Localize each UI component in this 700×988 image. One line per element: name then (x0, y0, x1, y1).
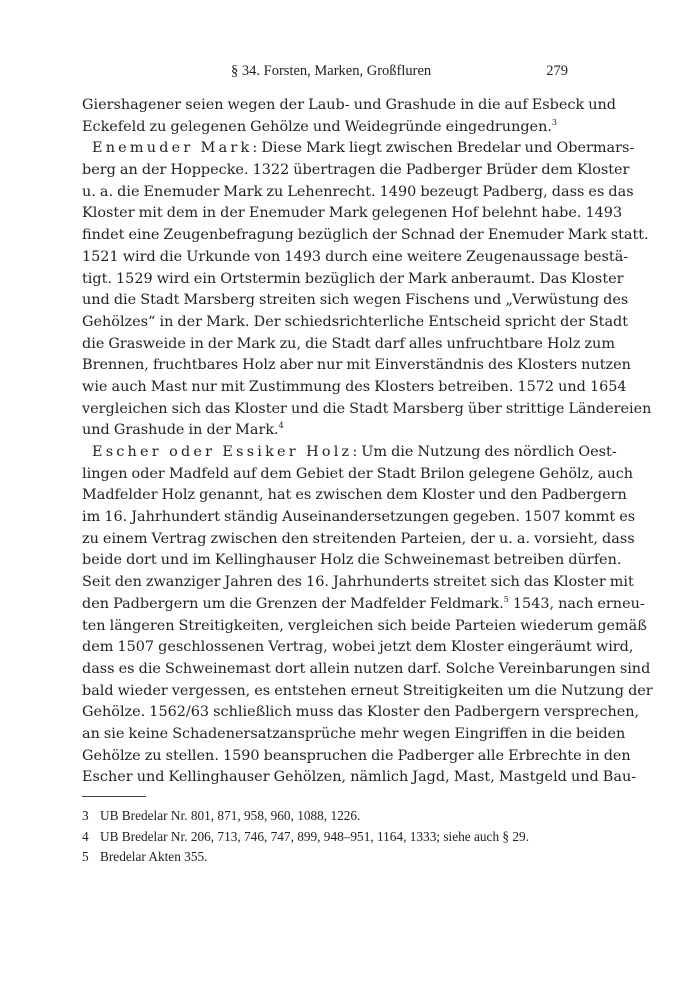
section-term: Enemuder Mark (92, 140, 253, 157)
text-line-content: : Um die Nutzung des nördlich Oest- (352, 444, 617, 460)
text-line-content: 1543, nach erneu- (512, 595, 645, 612)
text-line: dem 1507 geschlossenen Vertrag, wobei jetzt dem Kloster eingeräumt wird, (82, 639, 634, 656)
page-number: 279 (546, 63, 568, 79)
section-term: Escher oder Essiker Holz (92, 444, 353, 460)
text-line: Seit den zwanziger Jahren des 16. Jahrhunderts streitet sich das Kloster mit (82, 574, 634, 591)
footnote-number: 4 (82, 828, 89, 844)
text-line: und die Stadt Marsberg streiten sich wegen Fischens und „Verwüstung des (82, 292, 629, 309)
text-line: beide dort und im Kellinghauser Holz die Schweinemast betreiben dürfen. (82, 552, 622, 569)
text-line (82, 138, 635, 160)
text-line: die Grasweide in der Mark zu, die Stadt darf alles unfruchtbare Holz zum (82, 335, 615, 352)
footnote-text: UB Bredelar Nr. 206, 713, 746, 747, 899, 948–951, 1164, 1333; siehe auch § 29. (100, 828, 530, 844)
text-line: Kloster mit dem in der Enemuder Mark gelegenen Hof belehnt habe. 1493 (82, 205, 623, 222)
footnote-number: 3 (82, 808, 89, 823)
text-line: Giershagener seien wegen der Laub- und Grashude in die auf Esbeck und (82, 97, 617, 113)
footnote-text: Bredelar Akten 355. (100, 849, 208, 864)
text-line: u. a. die Enemuder Mark zu Lehenrecht. 1490 bezeugt Padberg, dass es das (82, 183, 634, 200)
footnote (82, 806, 568, 827)
text-line: findet eine Zeugenbefragung bezüglich der Schnad der Enemuder Mark statt. (82, 227, 649, 244)
text-line: tigt. 1529 wird ein Ortstermin bezüglich der Mark anberaumt. Das Kloster (82, 270, 624, 287)
text-line (82, 117, 568, 139)
text-line: Escher und Kellinghauser Gehölzen, nämlich Jagd, Mast, Mastgeld und Bau- (82, 769, 637, 786)
footnote-text: UB Bredelar Nr. 801, 871, 958, 960, 1088, 1226. (100, 808, 361, 823)
footnote-ref[interactable]: 4 (278, 421, 284, 431)
text-line: wie auch Mast nur mit Zustimmung des Klosters betreiben. 1572 und 1654 (82, 378, 627, 395)
footnote (82, 827, 568, 848)
text-line: zu einem Vertrag zwischen den streitenden Parteien, der u. a. vorsieht, dass (82, 530, 635, 547)
text-line: Gehölze zu stellen. 1590 beanspruchen die Padberger alle Erbrechte in den (82, 747, 631, 764)
text-line: lingen oder Madfeld auf dem Gebiet der Stadt Brilon gelegene Gehölz, auch (82, 465, 634, 482)
text-line: Madfelder Holz genannt, hat es zwischen dem Kloster und den Padbergern (82, 487, 627, 504)
text-line: ten längeren Streitigkeiten, vergleichen sich beide Parteien wiederum gemäß (82, 617, 647, 634)
text-line-content: Eckefeld zu gelegenen Gehölze und Weidegründe eingedrungen. (82, 118, 552, 135)
text-line: Brennen, fruchtbares Holz aber nur mit Einverständnis des Klosters nutzen (82, 357, 631, 374)
text-line: Gehölze. 1562/63 schließlich muss das Kloster den Padbergern versprechen, (82, 704, 640, 721)
running-head-title: § 34. Forsten, Marken, Großfluren (231, 63, 432, 79)
footnotes (82, 806, 568, 868)
text-line (82, 420, 568, 442)
text-line: im 16. Jahrhundert ständig Auseinandersetzungen gegeben. 1507 kommt es (82, 509, 636, 526)
text-line (82, 594, 645, 616)
footnote (82, 847, 568, 868)
text-line-content: : Diese Mark liegt zwischen Bredelar und Obermars- (252, 140, 635, 157)
text-line: 1521 wird die Urkunde von 1493 durch eine weitere Zeugenaussage bestä- (82, 248, 629, 265)
body-text (82, 95, 653, 789)
text-line: an sie keine Schadenersatzansprüche mehr wegen Eingriffen in die beiden (82, 725, 626, 742)
text-line: dass es die Schweinemast dort allein nutzen darf. Solche Vereinbarungen sind (82, 660, 651, 677)
footnote-divider (82, 796, 146, 797)
footnote-number: 5 (82, 849, 89, 864)
text-line: bald wieder vergessen, es entstehen erneut Streitigkeiten um die Nutzung der (82, 682, 653, 699)
text-line (82, 442, 617, 464)
text-line: Gehölzes“ in der Mark. Der schiedsrichterliche Entscheid spricht der Stadt (82, 313, 629, 330)
footnote-ref[interactable]: 5 (503, 594, 509, 604)
footnote-ref[interactable]: 3 (551, 117, 558, 127)
text-line: vergleichen sich das Kloster und die Stadt Marsberg über strittige Ländereien (82, 400, 652, 417)
text-line-content: den Padbergern um die Grenzen der Madfelder Feldmark. (82, 595, 504, 612)
text-line-content: und Grashude in der Mark. (82, 422, 279, 439)
text-line: berg an der Hoppecke. 1322 übertragen die Padberger Brüder dem Kloster (82, 162, 630, 179)
